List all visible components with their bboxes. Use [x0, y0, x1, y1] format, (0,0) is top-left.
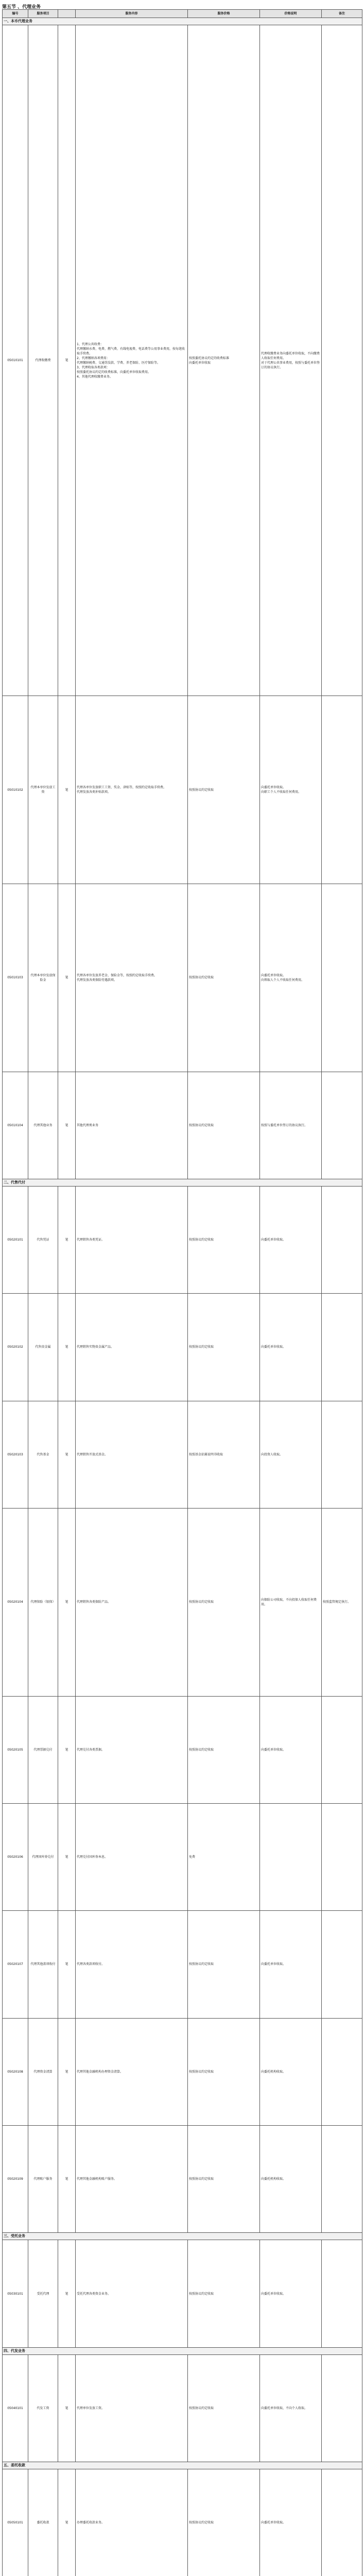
row-item: 代理资金清算 [28, 2018, 58, 2125]
row-content-line: 代理各单位发放职工工资、奖金、津贴等，按照约定收取手续费。 [77, 786, 167, 790]
row-unit: 笔 [58, 1072, 76, 1179]
row-content-line: 代理发放各类补贴款项。 [77, 790, 111, 794]
row-item: 代理本单位发放工资 [28, 696, 58, 884]
table-row [3, 1294, 362, 1401]
row-content-line: 代理各单位发放养老金、保险金等，按照约定收取手续费。 [77, 973, 158, 977]
row-item: 代理本单位发放保险金 [28, 884, 58, 1072]
row-note [260, 2354, 322, 2462]
header-unit [58, 10, 76, 18]
row-price [188, 1186, 260, 1293]
row-unit: 笔 [58, 2354, 76, 2462]
table-row [3, 2126, 362, 2233]
row-content-line: 代理兑付国库券本息。 [77, 1855, 108, 1859]
row-price-line: 按照协议约定收取 [189, 2406, 214, 2410]
row-remark [322, 696, 362, 884]
row-remark [322, 1186, 362, 1293]
row-note [260, 1072, 322, 1179]
row-note-line: 向委托单位收取。 [261, 2292, 286, 2296]
row-remark [322, 1072, 362, 1179]
row-content [76, 1508, 188, 1696]
row-note-line: 向委托单位收取。 [261, 1238, 286, 1242]
row-code: 05010103 [3, 884, 28, 1072]
header-content: 服务内容 [76, 10, 188, 18]
row-price [188, 696, 260, 884]
row-content-line: 代理兑付各类票据。 [77, 1748, 105, 1752]
row-content-line: 4、其他代理收缴费业务。 [77, 375, 113, 379]
row-note-line: 向领取人个人不收取任何费用。 [261, 978, 305, 982]
row-content [76, 2240, 188, 2347]
row-price-line: 按照基金招募说明书收取 [189, 1452, 223, 1456]
row-note-line: 向委托单位收取。 [261, 1748, 286, 1752]
row-code: 05020104 [3, 1508, 28, 1696]
row-content-line: 代理销售开放式基金。 [77, 1452, 108, 1456]
row-price [188, 1294, 260, 1401]
header-item: 服务项目 [28, 10, 58, 18]
row-remark [322, 1508, 362, 1696]
row-item: 代理保险（银保） [28, 1508, 58, 1696]
row-remark [322, 2126, 362, 2233]
row-unit: 笔 [58, 2240, 76, 2347]
row-content-line: 代理销售实物贵金属产品。 [77, 1345, 114, 1349]
row-code: 05020108 [3, 2018, 28, 2125]
row-code: 05030101 [3, 2240, 28, 2347]
row-content-line: 1、代理公共收费： [77, 342, 103, 346]
header-code: 编号 [3, 10, 28, 18]
row-unit: 笔 [58, 1911, 76, 2018]
row-remark-line: 按照监管规定执行。 [323, 1600, 351, 1604]
row-note-line: 向投资人收取。 [261, 1452, 283, 1456]
row-item: 委托收款 [28, 2469, 58, 2576]
row-note-line: 代理收缴费业务向委托单位收取，不向缴费人收取任何费用。 [261, 351, 320, 360]
page-title: 第五节 、代理业务 [2, 5, 41, 10]
section-title: 四、代发业务 [3, 2347, 362, 2354]
row-note [260, 1186, 322, 1293]
row-item: 代售基金 [28, 1401, 58, 1508]
row-note-line: 对于代理公共事业费用，按照与委托单位签订的协议执行。 [261, 361, 320, 369]
row-code: 05020107 [3, 1911, 28, 2018]
row-note-line: 向保险公司收取，不向投保人收取任何费用。 [261, 1598, 317, 1606]
row-item: 代理票据兑付 [28, 1696, 58, 1803]
table-row [3, 1186, 362, 1293]
row-item: 代理收缴费 [28, 25, 58, 696]
table-row [3, 2469, 362, 2576]
row-unit: 笔 [58, 2018, 76, 2125]
row-code: 05050101 [3, 2469, 28, 2576]
row-price-line: 按照协议约定收取 [189, 2521, 214, 2525]
row-content [76, 2126, 188, 2233]
row-content [76, 2018, 188, 2125]
row-price [188, 2469, 260, 2576]
row-note-line: 按照与委托单位签订的协议执行。 [261, 1123, 308, 1127]
row-code: 05010102 [3, 696, 28, 884]
row-unit: 笔 [58, 2469, 76, 2576]
row-code: 05020103 [3, 1401, 28, 1508]
row-unit: 笔 [58, 25, 76, 696]
row-content-line: 代理销售各类保险产品。 [77, 1600, 111, 1604]
row-remark [322, 2018, 362, 2125]
row-price [188, 1072, 260, 1179]
row-note [260, 1508, 322, 1696]
row-remark [322, 1911, 362, 2018]
row-content-line: 代理单位发放工资。 [77, 2406, 105, 2410]
row-item: 代理国库券兑付 [28, 1803, 58, 1910]
row-price [188, 1508, 260, 1696]
row-unit: 笔 [58, 2126, 76, 2233]
table-row [3, 696, 362, 884]
row-price [188, 1803, 260, 1910]
row-price [188, 1911, 260, 2018]
row-note-line: 向委托单位收取。 [261, 2521, 286, 2525]
row-price [188, 2240, 260, 2347]
table-row [3, 884, 362, 1072]
row-code: 05020102 [3, 1294, 28, 1401]
row-note-line: 向委托单位收取。 [261, 1962, 286, 1967]
row-note [260, 2018, 322, 2125]
table-row [3, 1401, 362, 1508]
row-item: 受托代理 [28, 2240, 58, 2347]
row-unit: 笔 [58, 696, 76, 884]
row-item: 代理账户服务 [28, 2126, 58, 2233]
row-content [76, 1401, 188, 1508]
row-content-line: 代理发放各类保险待遇款项。 [77, 978, 117, 982]
row-note [260, 696, 322, 884]
row-item: 代理其他款项收付 [28, 1911, 58, 2018]
row-remark [322, 1696, 362, 1803]
row-note-line: 向委托单位收取，不向个人收取。 [261, 2406, 308, 2410]
section-row [3, 2462, 362, 2469]
row-code: 05020106 [3, 1803, 28, 1910]
row-content-line: 代理各类款项收付。 [77, 1962, 105, 1967]
row-content [76, 2354, 188, 2462]
row-content [76, 1803, 188, 1910]
row-content-line: 代理缴纳税费、交通罚没款、学费、养老保险、医疗保险等。 [77, 361, 161, 365]
row-price [188, 2354, 260, 2462]
row-content-line: 2、代理缴纳各项费用： [77, 356, 110, 360]
row-content [76, 1696, 188, 1803]
row-content-line: 其他代理类业务 [77, 1123, 99, 1127]
row-content-line: 代理其他金融机构办理资金清算。 [77, 2070, 124, 2074]
row-code: 05040101 [3, 2354, 28, 2462]
row-remark [322, 2469, 362, 2576]
row-content [76, 1911, 188, 2018]
row-remark [322, 884, 362, 1072]
row-price-line: 按照协议约定收取 [189, 1345, 214, 1349]
row-remark [322, 1294, 362, 1401]
table-row [3, 1072, 362, 1179]
row-content-line: 受托代理各类资金业务。 [77, 2292, 111, 2296]
row-price-line: 按照协议约定收取 [189, 788, 214, 792]
row-note-line: 向委托单位收取。 [261, 973, 286, 977]
row-unit: 笔 [58, 884, 76, 1072]
row-code: 05010101 [3, 25, 28, 696]
row-note [260, 2126, 322, 2233]
row-note [260, 1294, 322, 1401]
row-note-line: 向委托机构收取。 [261, 2070, 286, 2074]
row-price-line: 按照协议约定收取 [189, 2070, 214, 2074]
row-content-line: 代理缴纳水费、电费、燃气费、有线电视费、电话费等公用事业费用，按每笔收取手续费。 [77, 347, 185, 355]
row-unit: 笔 [58, 1508, 76, 1696]
row-unit: 笔 [58, 1803, 76, 1910]
row-price [188, 25, 260, 696]
row-content [76, 1072, 188, 1179]
row-price [188, 884, 260, 1072]
row-content-line: 代理其他金融机构账户服务。 [77, 2177, 117, 2181]
section-title: 一、本币代理业务 [3, 18, 362, 25]
row-content [76, 884, 188, 1072]
row-price-line: 按照委托协议约定的收费标准 [189, 356, 230, 360]
section-title: 五、委托收款 [3, 2462, 362, 2469]
row-note-line: 向委托单位收取。 [261, 786, 286, 790]
row-item: 代发工资 [28, 2354, 58, 2462]
row-note [260, 2469, 322, 2576]
row-price [188, 1401, 260, 1508]
row-price [188, 2018, 260, 2125]
row-content [76, 696, 188, 884]
row-note [260, 1803, 322, 1910]
section-row [3, 18, 362, 25]
row-note-line: 向职工个人不收取任何费用。 [261, 790, 302, 794]
row-item: 代售贵金属 [28, 1294, 58, 1401]
row-price-line: 免费 [189, 1855, 196, 1859]
row-note [260, 25, 322, 696]
row-content [76, 1294, 188, 1401]
row-price-line: 按照协议约定收取 [189, 1600, 214, 1604]
row-price-line: 按照协议约定收取 [189, 976, 214, 980]
section-row [3, 2233, 362, 2240]
row-content [76, 1186, 188, 1293]
row-remark [322, 1401, 362, 1508]
row-note [260, 1911, 322, 2018]
row-code: 05020105 [3, 1696, 28, 1803]
row-price-line: 按照协议约定收取 [189, 1748, 214, 1752]
table-row [3, 25, 362, 696]
row-remark [322, 1803, 362, 1910]
table-row [3, 2240, 362, 2347]
row-content-line: 按照委托协议约定的收费标准，向委托单位收取费用。 [77, 370, 151, 374]
row-price-line: 按照协议约定收取 [189, 1238, 214, 1242]
row-code: 05020101 [3, 1186, 28, 1293]
row-item: 代理其他业务 [28, 1072, 58, 1179]
row-remark [322, 25, 362, 696]
table-row [3, 1803, 362, 1910]
row-note [260, 1696, 322, 1803]
header-price: 服务价格 [188, 10, 260, 18]
row-price-line: 向委托单位收取 [189, 361, 211, 365]
row-price-line: 按照协议约定收取 [189, 2177, 214, 2181]
row-note-line: 向委托单位收取。 [261, 1345, 286, 1349]
row-remark [322, 2354, 362, 2462]
table-row [3, 1508, 362, 1696]
row-code: 05010104 [3, 1072, 28, 1179]
row-price-line: 按照协议约定收取 [189, 1123, 214, 1127]
row-remark [322, 2240, 362, 2347]
row-note [260, 2240, 322, 2347]
row-note [260, 1401, 322, 1508]
table-row [3, 1696, 362, 1803]
header-remark: 备注 [322, 10, 362, 18]
row-unit: 笔 [58, 1186, 76, 1293]
row-code: 05020109 [3, 2126, 28, 2233]
row-note-line: 向委托机构收取。 [261, 2177, 286, 2181]
row-content [76, 2469, 188, 2576]
row-item: 代售凭证 [28, 1186, 58, 1293]
row-unit: 笔 [58, 1401, 76, 1508]
section-row [3, 1179, 362, 1186]
row-content-line: 3、代理收取各类款项： [77, 365, 110, 369]
row-price-line: 按照协议约定收取 [189, 2292, 214, 2296]
section-row [3, 2347, 362, 2354]
table-row [3, 2018, 362, 2125]
table-row [3, 1911, 362, 2018]
section-title: 二、代售代付 [3, 1179, 362, 1186]
header-note: 价格说明 [260, 10, 322, 18]
row-note [260, 884, 322, 1072]
row-price [188, 1696, 260, 1803]
row-content [76, 25, 188, 696]
row-price-line: 按照协议约定收取 [189, 1962, 214, 1967]
row-content-line: 办理委托收款业务。 [77, 2521, 105, 2525]
row-unit: 笔 [58, 1294, 76, 1401]
fee-table [2, 9, 362, 2576]
table-header-row [3, 10, 362, 18]
row-content-line: 代理销售各类凭证。 [77, 1238, 105, 1242]
section-title: 三、受托业务 [3, 2233, 362, 2240]
row-price [188, 2126, 260, 2233]
table-row [3, 2354, 362, 2462]
row-unit: 笔 [58, 1696, 76, 1803]
